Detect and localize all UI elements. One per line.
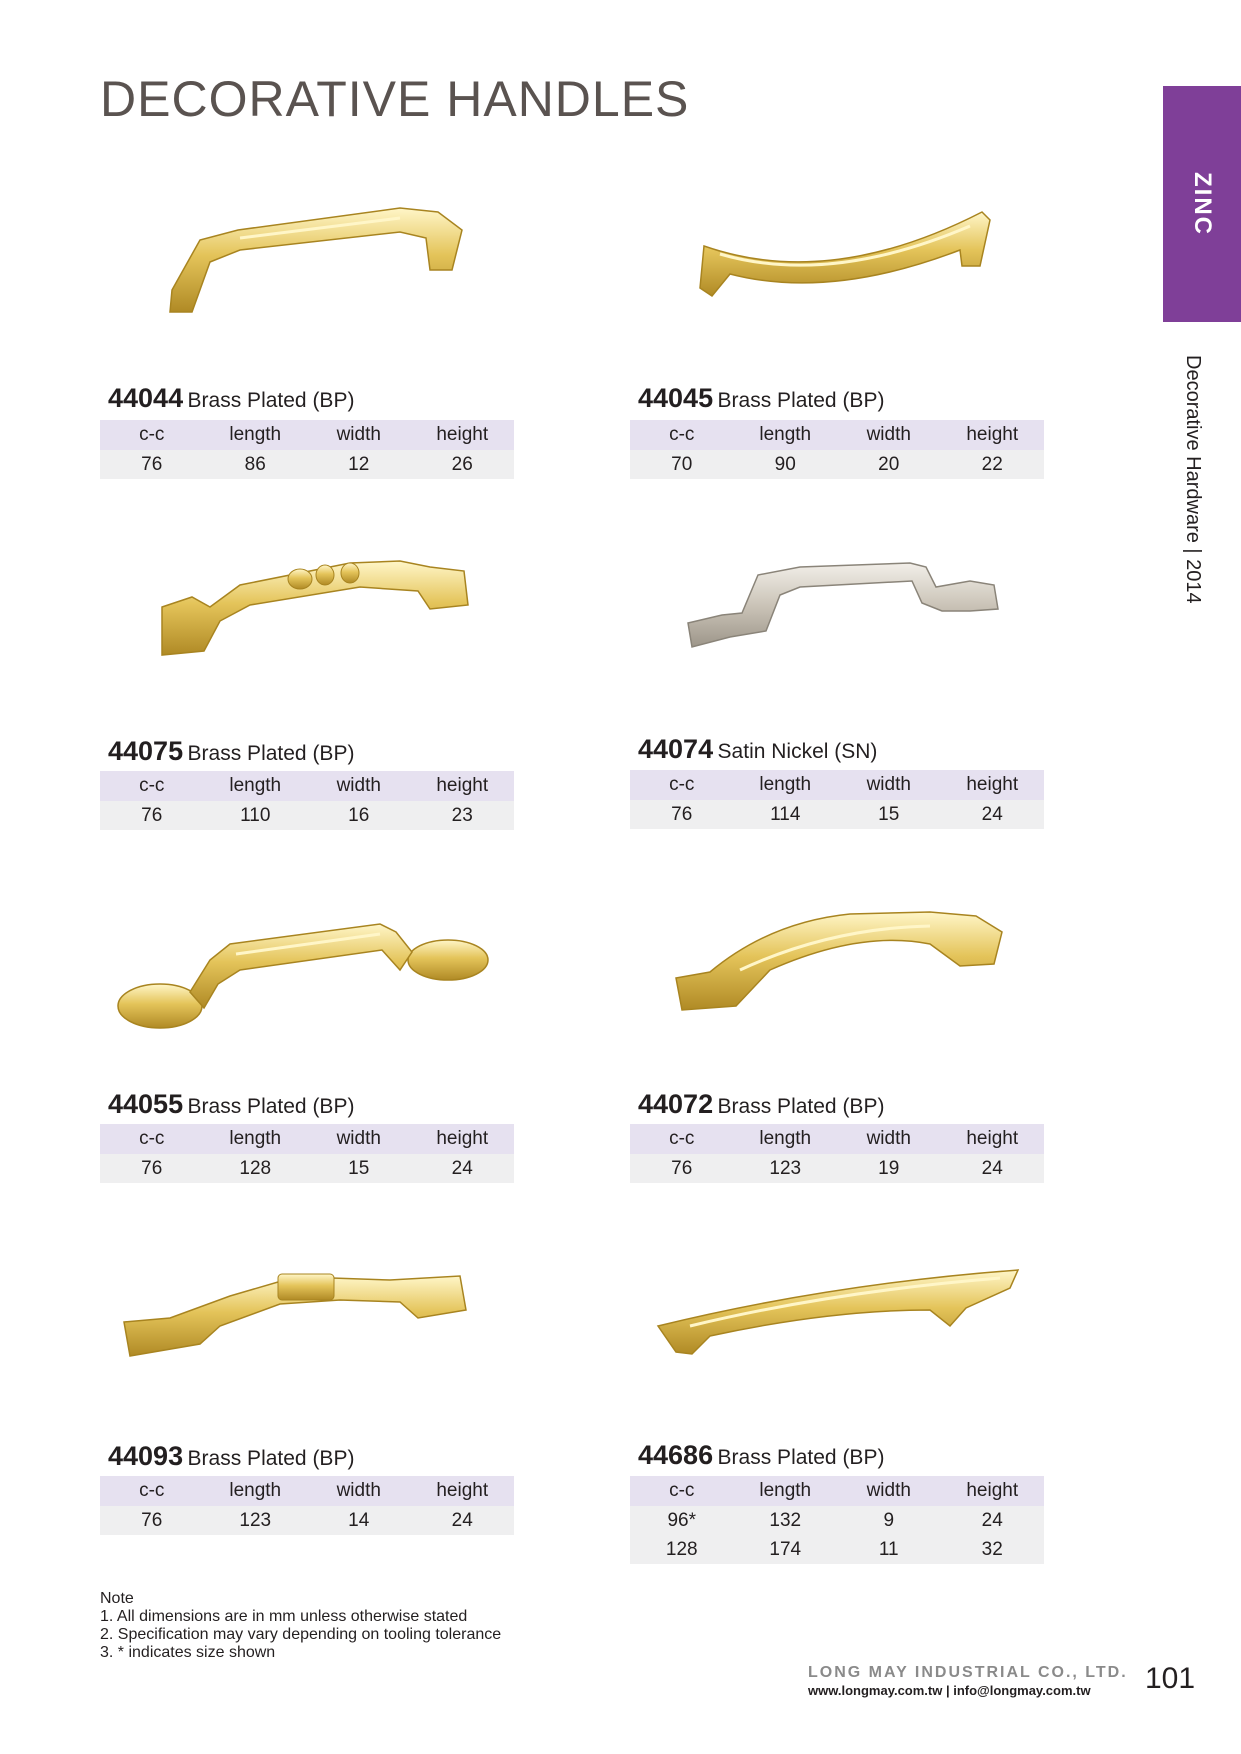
product-code: 44055 [108,1089,184,1119]
col-height: height [941,770,1045,800]
section-tab-label: ZINC [1189,172,1216,236]
spec-header-row [630,770,1044,800]
handle-image [630,1226,1044,1426]
height-value: 24 [941,1506,1045,1535]
width-value: 15 [837,800,941,829]
length-value: 110 [204,801,308,830]
col-width: width [307,420,411,450]
product-finish: Brass Plated (BP) [717,1095,885,1118]
handle-image [100,170,514,370]
length-value: 128 [204,1154,308,1183]
page-title: DECORATIVE HANDLES [100,71,690,127]
side-caption: Decorative Hardware | 2014 [1182,355,1204,604]
spec-table [100,1124,514,1183]
spec-table [630,770,1044,829]
cc-value: 70 [630,450,734,479]
section-tab [1163,86,1241,322]
product-heading [638,736,877,763]
spec-table [100,1476,514,1535]
col-cc: c-c [100,1124,204,1154]
col-length: length [734,420,838,450]
spec-value-row [100,1154,514,1183]
col-width: width [307,1476,411,1506]
product-finish: Brass Plated (BP) [187,1095,355,1118]
note-item: 2. Specification may vary depending on tooling tolerance [100,1626,502,1643]
height-value: 24 [411,1154,515,1183]
col-width: width [837,420,941,450]
col-cc: c-c [100,771,204,801]
height-value: 22 [941,450,1045,479]
product-heading [108,385,354,412]
col-cc: c-c [630,420,734,450]
spec-value-row [100,450,514,479]
product-heading [108,738,354,765]
product-heading [108,1091,354,1118]
note-item: 1. All dimensions are in mm unless otherwise stated [100,1608,468,1625]
product-finish: Satin Nickel (SN) [717,740,878,763]
width-value: 16 [307,801,411,830]
width-value: 11 [837,1535,941,1564]
length-value: 132 [734,1506,838,1535]
handle-image [630,170,1044,370]
length-value: 123 [204,1506,308,1535]
col-length: length [204,420,308,450]
product-code: 44072 [638,1089,714,1119]
spec-table [100,771,514,830]
handle-image [630,521,1044,721]
col-width: width [307,771,411,801]
length-value: 174 [734,1535,838,1564]
spec-value-row [630,450,1044,479]
cc-value: 76 [100,1506,204,1535]
length-value: 114 [734,800,838,829]
height-value: 26 [411,450,515,479]
col-height: height [941,1476,1045,1506]
col-length: length [204,1124,308,1154]
col-length: length [734,770,838,800]
spec-header-row [630,1124,1044,1154]
cc-value: 76 [100,1154,204,1183]
col-height: height [411,1476,515,1506]
height-value: 24 [941,1154,1045,1183]
product-finish: Brass Plated (BP) [187,1447,355,1470]
product-heading [638,385,884,412]
spec-value-row [100,1506,514,1535]
handle-image [100,874,514,1074]
width-value: 14 [307,1506,411,1535]
product-finish: Brass Plated (BP) [187,742,355,765]
height-value: 32 [941,1535,1045,1564]
handle-image [630,874,1044,1074]
col-height: height [411,420,515,450]
col-width: width [837,770,941,800]
width-value: 20 [837,450,941,479]
product-heading [108,1443,354,1470]
spec-value-row [630,1154,1044,1183]
col-width: width [307,1124,411,1154]
note-item: 3. * indicates size shown [100,1644,276,1661]
spec-value-row [630,1535,1044,1564]
col-width: width [837,1124,941,1154]
handle-image [100,1226,514,1426]
cc-value: 76 [630,800,734,829]
height-value: 23 [411,801,515,830]
length-value: 90 [734,450,838,479]
height-value: 24 [941,800,1045,829]
page-number: 101 [1145,1662,1196,1695]
spec-header-row [630,420,1044,450]
col-length: length [734,1476,838,1506]
width-value: 12 [307,450,411,479]
product-code: 44093 [108,1441,184,1471]
col-length: length [204,1476,308,1506]
spec-table [630,420,1044,479]
spec-value-row [100,801,514,830]
width-value: 9 [837,1506,941,1535]
company-contact: www.longmay.com.tw | info@longmay.com.tw [808,1683,1091,1698]
company-name: LONG MAY INDUSTRIAL CO., LTD. [808,1664,1128,1681]
col-cc: c-c [630,1124,734,1154]
width-value: 15 [307,1154,411,1183]
product-heading [638,1442,884,1469]
col-length: length [204,771,308,801]
product-heading [638,1091,884,1118]
col-cc: c-c [100,420,204,450]
spec-header-row [100,1476,514,1506]
col-height: height [941,420,1045,450]
col-cc: c-c [630,1476,734,1506]
length-value: 123 [734,1154,838,1183]
product-finish: Brass Plated (BP) [717,1446,885,1469]
cc-value: 128 [630,1535,734,1564]
col-cc: c-c [630,770,734,800]
notes [100,1590,501,1662]
spec-table [100,420,514,479]
product-code: 44686 [638,1440,714,1470]
col-height: height [411,1124,515,1154]
notes-heading: Note [100,1590,134,1607]
handle-image [100,521,514,721]
spec-header-row [100,771,514,801]
length-value: 86 [204,450,308,479]
col-cc: c-c [100,1476,204,1506]
spec-header-row [630,1476,1044,1506]
cc-value: 96* [630,1506,734,1535]
spec-table [630,1476,1044,1564]
product-finish: Brass Plated (BP) [717,389,885,412]
cc-value: 76 [100,450,204,479]
cc-value: 76 [630,1154,734,1183]
product-finish: Brass Plated (BP) [187,389,355,412]
cc-value: 76 [100,801,204,830]
height-value: 24 [411,1506,515,1535]
product-code: 44045 [638,383,714,413]
spec-value-row [630,800,1044,829]
col-width: width [837,1476,941,1506]
product-code: 44075 [108,736,184,766]
spec-header-row [100,1124,514,1154]
spec-table [630,1124,1044,1183]
col-length: length [734,1124,838,1154]
width-value: 19 [837,1154,941,1183]
spec-header-row [100,420,514,450]
product-code: 44044 [108,383,184,413]
product-code: 44074 [638,734,714,764]
spec-value-row [630,1506,1044,1535]
col-height: height [941,1124,1045,1154]
col-height: height [411,771,515,801]
